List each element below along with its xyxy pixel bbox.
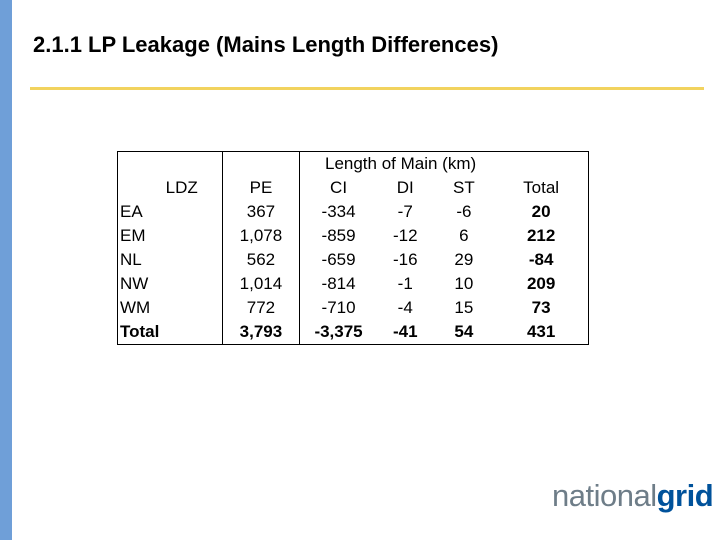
table-row — [118, 272, 589, 296]
cell-st: 29 — [454, 250, 474, 269]
blank-header-cell — [494, 152, 588, 177]
cell-ldz: EA — [118, 200, 223, 224]
cell-total: 73 — [494, 296, 588, 320]
column-header-row — [118, 176, 589, 200]
logo-text-national: national — [552, 478, 657, 513]
cell-total: 431 — [494, 320, 588, 345]
cell-ci: -3,375 — [300, 320, 377, 345]
header-di: DI — [396, 178, 414, 197]
cell-st: -6 — [456, 202, 472, 221]
table-total-row — [118, 320, 589, 345]
cell-ci: -659 — [321, 250, 356, 269]
left-accent-bar — [0, 0, 12, 540]
group-header-cell — [324, 152, 477, 177]
cell-ldz: NL — [118, 248, 223, 272]
cell-pe: 562 — [222, 248, 299, 272]
table-row — [118, 248, 589, 272]
header-ci: CI — [330, 178, 348, 197]
cell-total: -84 — [494, 248, 588, 272]
blank-header-cell — [222, 152, 299, 177]
cell-ldz: WM — [118, 296, 223, 320]
cell-total: 209 — [494, 272, 588, 296]
cell-di: -41 — [377, 320, 434, 345]
slide-title: 2.1.1 LP Leakage (Mains Length Differences) — [33, 32, 499, 57]
nationalgrid-logo — [552, 478, 713, 514]
title-underline — [30, 87, 704, 90]
table-row — [118, 224, 589, 248]
cell-pe: 1,014 — [222, 272, 299, 296]
header-ldz: LDZ — [118, 176, 223, 200]
cell-di: -4 — [397, 298, 413, 317]
cell-st: 54 — [434, 320, 495, 345]
cell-ldz: Total — [118, 320, 223, 345]
cell-di: -7 — [397, 202, 413, 221]
logo-text-grid: grid — [656, 478, 714, 513]
cell-st: 6 — [459, 226, 469, 245]
cell-di: -1 — [397, 274, 413, 293]
cell-ci: -710 — [321, 298, 356, 317]
blank-header-cell — [118, 152, 223, 177]
group-header-row — [118, 152, 589, 177]
table-row — [118, 200, 589, 224]
cell-st: 15 — [454, 298, 474, 317]
table-row — [118, 296, 589, 320]
cell-di: -12 — [392, 226, 418, 245]
cell-ldz: NW — [118, 272, 223, 296]
cell-total: 20 — [494, 200, 588, 224]
leakage-table — [117, 151, 589, 345]
cell-total: 212 — [494, 224, 588, 248]
cell-pe: 367 — [222, 200, 299, 224]
cell-di: -16 — [392, 250, 418, 269]
cell-ci: -334 — [321, 202, 356, 221]
header-total: Total — [494, 176, 588, 200]
cell-ci: -814 — [321, 274, 356, 293]
header-pe: PE — [222, 176, 299, 200]
cell-ci: -859 — [321, 226, 356, 245]
cell-st: 10 — [454, 274, 474, 293]
cell-pe: 772 — [222, 296, 299, 320]
cell-pe: 1,078 — [222, 224, 299, 248]
cell-pe: 3,793 — [222, 320, 299, 345]
group-header-label: Length of Main (km) — [324, 154, 477, 173]
cell-ldz: EM — [118, 224, 223, 248]
header-st: ST — [453, 178, 475, 197]
